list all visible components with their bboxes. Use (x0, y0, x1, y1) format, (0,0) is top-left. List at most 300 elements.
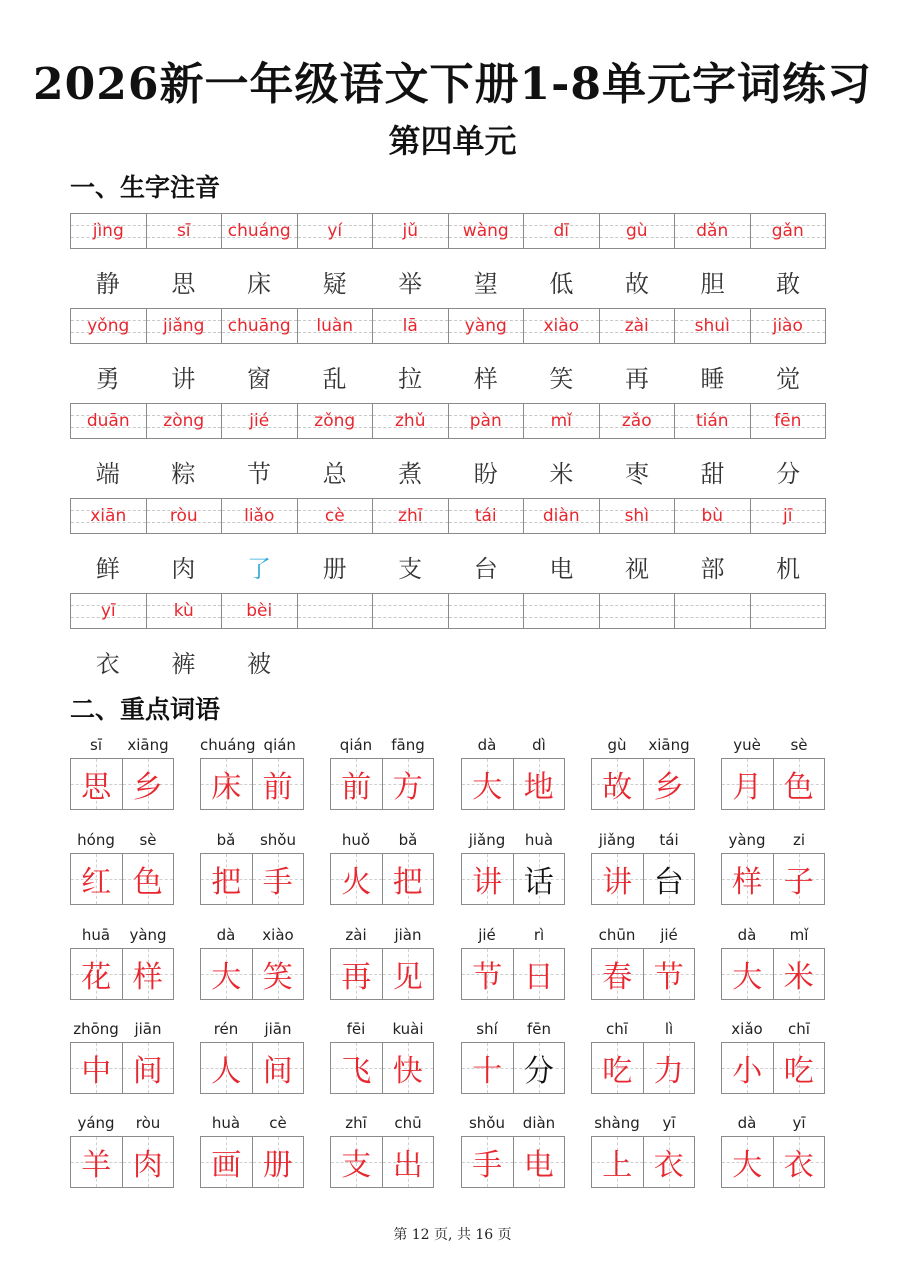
word-character: 方 (392, 770, 423, 805)
pinyin-cell (524, 309, 600, 343)
word-character-box (774, 949, 825, 999)
word-character-box (253, 854, 304, 904)
word-pinyin-syllable: dà (477, 736, 497, 754)
word-item (461, 1114, 565, 1188)
word-character: 小 (732, 1054, 763, 1089)
word-character: 前 (262, 770, 293, 805)
pinyin-text: shuì (694, 316, 730, 336)
word-pinyin (461, 831, 565, 853)
pinyin-text: yàng (464, 316, 507, 336)
word-item (330, 736, 434, 810)
pinyin-cell (751, 404, 826, 438)
pinyin-text: tái (474, 506, 497, 526)
word-item (591, 736, 695, 810)
character-cell: 盼 (473, 459, 498, 488)
character-cell: 煮 (398, 459, 423, 488)
word-pinyin-syllable: bǎ (398, 831, 418, 849)
pinyin-cell (222, 499, 298, 533)
word-character: 人 (211, 1054, 242, 1089)
word-character-box (722, 759, 774, 809)
word-pinyin-syllable: chī (788, 1020, 810, 1038)
word-pinyin-syllable: fāng (391, 736, 425, 754)
word-pinyin (200, 926, 304, 948)
word-pinyin-syllable: sè (790, 736, 808, 754)
pinyin-cell (298, 499, 374, 533)
word-pinyin-syllable: rén (213, 1020, 239, 1038)
word-character: 册 (262, 1148, 293, 1183)
word-pinyin-syllable: jiǎng (468, 831, 506, 849)
pinyin-cell (524, 594, 600, 628)
unit-subtitle: 第四单元 (388, 122, 517, 160)
word-pinyin-syllable: chūn (598, 926, 636, 944)
character-cell (372, 641, 448, 681)
word-character: 色 (132, 865, 163, 900)
character-cell: 望 (473, 269, 498, 298)
word-character: 讲 (472, 865, 503, 900)
word-item (70, 1020, 174, 1094)
word-pinyin (200, 736, 304, 758)
word-grid (721, 758, 825, 810)
character-cell: 肉 (171, 554, 196, 583)
word-grid (461, 948, 565, 1000)
word-item (721, 1020, 825, 1094)
pinyin-text: ròu (169, 506, 198, 526)
word-pinyin-syllable: gù (607, 736, 627, 754)
word-item (70, 926, 174, 1000)
character-cell (297, 641, 373, 681)
word-pinyin-syllable: huà (524, 831, 554, 849)
character-row (70, 451, 826, 491)
character-cell: 床 (246, 269, 271, 298)
pinyin-text: yī (100, 601, 116, 621)
word-item (330, 1020, 434, 1094)
page-title: 2026新一年级语文下册1-8单元字词练习 (33, 59, 872, 110)
word-grid (721, 948, 825, 1000)
word-pinyin (70, 831, 174, 853)
word-grid (330, 948, 434, 1000)
word-character-box (71, 1043, 123, 1093)
pinyin-cell (449, 594, 525, 628)
word-character: 样 (732, 865, 763, 900)
word-pinyin-syllable: mǐ (789, 926, 809, 944)
word-item (721, 1114, 825, 1188)
word-character-box (331, 854, 383, 904)
character-cell: 了 (246, 554, 271, 583)
word-item (330, 926, 434, 1000)
word-pinyin-syllable: jiàn (394, 926, 422, 944)
pinyin-cell (71, 404, 147, 438)
word-character-box (514, 1137, 565, 1187)
word-character: 把 (211, 865, 242, 900)
word-character-box (253, 949, 304, 999)
pinyin-cell (675, 594, 751, 628)
word-pinyin-syllable: rì (533, 926, 545, 944)
pinyin-text: zài (624, 316, 649, 336)
pinyin-text: gù (625, 221, 648, 241)
word-grid (330, 1136, 434, 1188)
word-item (200, 926, 304, 1000)
pinyin-text: jié (249, 411, 270, 431)
section-heading-phonetics: 一、生字注音 (70, 173, 221, 202)
pinyin-cell (222, 214, 298, 248)
word-character-box (253, 759, 304, 809)
pinyin-cell (147, 214, 223, 248)
character-row (70, 641, 826, 681)
pinyin-text: wàng (462, 221, 509, 241)
pinyin-cell (71, 309, 147, 343)
word-pinyin-syllable: zài (345, 926, 367, 944)
word-grid (721, 853, 825, 905)
pinyin-cell (147, 594, 223, 628)
word-character: 月 (732, 770, 763, 805)
word-pinyin (330, 926, 434, 948)
word-pinyin (200, 831, 304, 853)
word-character-box (71, 1137, 123, 1187)
word-character-box (722, 949, 774, 999)
word-character: 讲 (602, 865, 633, 900)
character-cell (675, 641, 751, 681)
pinyin-cell (524, 214, 600, 248)
word-pinyin-syllable: lì (664, 1020, 674, 1038)
character-cell: 电 (549, 554, 574, 583)
word-item (461, 831, 565, 905)
pinyin-text: liǎo (244, 506, 275, 526)
word-character-box (592, 759, 644, 809)
word-character-box (514, 759, 565, 809)
word-character: 前 (341, 770, 372, 805)
word-character: 思 (81, 770, 112, 805)
word-character-box (644, 759, 695, 809)
character-cell: 分 (776, 459, 801, 488)
character-cell: 胆 (700, 269, 725, 298)
character-row (70, 546, 826, 586)
character-cell: 静 (95, 269, 120, 298)
word-character-box (123, 1043, 174, 1093)
character-cell: 讲 (171, 364, 196, 393)
word-character-box (253, 1043, 304, 1093)
word-character: 大 (732, 1148, 763, 1183)
character-cell: 疑 (322, 269, 347, 298)
pinyin-text: dī (553, 221, 569, 241)
pinyin-cell (751, 499, 826, 533)
pinyin-cell (524, 404, 600, 438)
pinyin-cell (449, 214, 525, 248)
pinyin-text: lā (402, 316, 418, 336)
word-character: 支 (341, 1148, 372, 1183)
pinyin-text: shì (624, 506, 649, 526)
pinyin-text: zǎo (621, 411, 652, 431)
pinyin-text: pàn (469, 411, 502, 431)
character-cell: 低 (549, 269, 574, 298)
pinyin-text: sī (176, 221, 191, 241)
character-cell: 裤 (171, 649, 196, 678)
word-character: 再 (341, 960, 372, 995)
word-pinyin-syllable: jiān (264, 1020, 292, 1038)
character-cell: 端 (95, 459, 120, 488)
pinyin-cell (373, 214, 449, 248)
character-cell: 鲜 (95, 554, 120, 583)
character-cell: 衣 (95, 649, 120, 678)
word-character: 吃 (783, 1054, 814, 1089)
word-character-box (462, 949, 514, 999)
word-character: 乡 (132, 770, 163, 805)
word-pinyin (721, 926, 825, 948)
word-character-box (774, 759, 825, 809)
pinyin-text: jī (783, 506, 793, 526)
pinyin-cell (147, 309, 223, 343)
pinyin-text: bèi (246, 601, 273, 621)
word-character-box (644, 854, 695, 904)
character-cell: 勇 (95, 364, 120, 393)
pinyin-cell (675, 404, 751, 438)
pinyin-cell (751, 594, 826, 628)
word-pinyin-syllable: zhī (345, 1114, 367, 1132)
word-character-box (201, 854, 253, 904)
word-grid (70, 1042, 174, 1094)
word-character: 台 (653, 865, 684, 900)
word-pinyin-syllable: chī (606, 1020, 628, 1038)
pinyin-cell (751, 309, 826, 343)
word-pinyin-syllable: sī (90, 736, 102, 754)
word-character: 花 (81, 960, 112, 995)
word-pinyin (200, 1114, 304, 1136)
pinyin-cell (222, 404, 298, 438)
pinyin-text: bù (701, 506, 724, 526)
word-pinyin-syllable: yàng (728, 831, 766, 849)
character-cell: 机 (776, 554, 801, 583)
pinyin-cell (298, 404, 374, 438)
pinyin-cell (449, 404, 525, 438)
word-item (330, 1114, 434, 1188)
word-pinyin (70, 736, 174, 758)
word-pinyin-syllable: xiāng (127, 736, 169, 754)
pinyin-cell (600, 594, 676, 628)
word-character: 出 (392, 1148, 423, 1183)
word-pinyin (330, 1114, 434, 1136)
pinyin-cell (600, 499, 676, 533)
word-grid (200, 853, 304, 905)
word-grid (591, 948, 695, 1000)
word-character-box (722, 854, 774, 904)
word-pinyin-syllable: zhōng (73, 1020, 119, 1038)
word-pinyin (721, 1114, 825, 1136)
word-character: 电 (523, 1148, 554, 1183)
word-character-box (123, 854, 174, 904)
word-grid (70, 758, 174, 810)
word-pinyin-syllable: yàng (129, 926, 167, 944)
pinyin-text: chuāng (227, 316, 291, 336)
word-item (461, 1020, 565, 1094)
word-pinyin-syllable: dì (532, 736, 546, 754)
word-item (591, 926, 695, 1000)
pinyin-text: gǎn (771, 221, 804, 241)
word-character: 红 (81, 865, 112, 900)
pinyin-text: jǔ (402, 221, 418, 241)
character-cell: 思 (171, 269, 196, 298)
word-character-box (592, 949, 644, 999)
word-character-box (123, 949, 174, 999)
word-character: 手 (262, 865, 293, 900)
word-character-box (514, 1043, 565, 1093)
word-pinyin-syllable: dà (737, 926, 757, 944)
word-pinyin-syllable: ròu (135, 1114, 161, 1132)
word-grid (330, 1042, 434, 1094)
word-character-box (462, 1043, 514, 1093)
word-character: 话 (523, 865, 554, 900)
word-item (70, 736, 174, 810)
word-pinyin-syllable: xiào (262, 926, 294, 944)
pinyin-text: xiān (90, 506, 127, 526)
word-pinyin-syllable: xiāng (648, 736, 690, 754)
word-pinyin (70, 926, 174, 948)
word-character-box (592, 854, 644, 904)
word-character-box (644, 949, 695, 999)
word-grid (200, 1042, 304, 1094)
word-grid (461, 1136, 565, 1188)
word-pinyin-syllable: yī (662, 1114, 676, 1132)
word-character: 把 (392, 865, 423, 900)
word-character: 地 (523, 770, 554, 805)
character-cell: 米 (549, 459, 574, 488)
word-item (591, 831, 695, 905)
word-character-box (71, 759, 123, 809)
word-character: 床 (211, 770, 242, 805)
word-pinyin-syllable: jié (660, 926, 678, 944)
character-cell: 敢 (776, 269, 801, 298)
word-grid (461, 758, 565, 810)
page-footer: 第 12 页, 共 16 页 (393, 1227, 512, 1243)
pinyin-cell (71, 499, 147, 533)
pinyin-cell (373, 594, 449, 628)
character-cell: 节 (246, 459, 271, 488)
pinyin-cell (71, 594, 147, 628)
word-character: 米 (783, 960, 814, 995)
character-cell: 枣 (624, 459, 649, 488)
word-character: 火 (341, 865, 372, 900)
word-item (461, 926, 565, 1000)
word-character-box (331, 949, 383, 999)
character-cell (448, 641, 524, 681)
word-pinyin (461, 1114, 565, 1136)
word-pinyin-syllable: qián (263, 736, 296, 754)
word-pinyin-syllable: shí (476, 1020, 498, 1038)
character-cell: 部 (700, 554, 725, 583)
word-pinyin-syllable: hóng (77, 831, 115, 849)
word-character: 中 (81, 1054, 112, 1089)
pinyin-text: jiǎng (163, 316, 205, 336)
word-pinyin (591, 736, 695, 758)
word-pinyin (721, 831, 825, 853)
character-cell: 册 (322, 554, 347, 583)
word-pinyin-syllable: huà (211, 1114, 241, 1132)
word-character-box (722, 1043, 774, 1093)
word-character: 间 (262, 1054, 293, 1089)
word-character-box (331, 759, 383, 809)
word-item (330, 831, 434, 905)
word-character: 衣 (783, 1148, 814, 1183)
pinyin-cell (222, 594, 298, 628)
word-character-box (201, 1043, 253, 1093)
word-grid (330, 758, 434, 810)
word-pinyin-syllable: chū (394, 1114, 422, 1132)
word-character-box (774, 1137, 825, 1187)
word-item (721, 926, 825, 1000)
word-pinyin-syllable: huā (81, 926, 111, 944)
pinyin-cell (298, 594, 374, 628)
word-grid (330, 853, 434, 905)
word-item (591, 1114, 695, 1188)
character-cell (599, 641, 675, 681)
pinyin-cell (147, 404, 223, 438)
word-character: 肉 (132, 1148, 163, 1183)
word-grid (721, 1042, 825, 1094)
character-cell: 觉 (776, 364, 801, 393)
pinyin-cell (675, 499, 751, 533)
character-cell (524, 641, 600, 681)
pinyin-cell (373, 309, 449, 343)
word-character-box (644, 1043, 695, 1093)
word-pinyin-syllable: yáng (77, 1114, 115, 1132)
word-grid (591, 1042, 695, 1094)
pinyin-text: zhī (398, 506, 423, 526)
word-pinyin (721, 736, 825, 758)
pinyin-cell (524, 499, 600, 533)
word-pinyin-syllable: xiǎo (731, 1020, 763, 1038)
pinyin-text: duān (86, 411, 130, 431)
pinyin-cell (373, 404, 449, 438)
word-pinyin-syllable: jiān (134, 1020, 162, 1038)
pinyin-cell (600, 309, 676, 343)
word-character: 节 (653, 960, 684, 995)
word-pinyin-syllable: bǎ (216, 831, 236, 849)
word-character: 故 (602, 770, 633, 805)
word-character: 上 (602, 1148, 633, 1183)
word-pinyin-syllable: sè (139, 831, 157, 849)
word-character-box (201, 949, 253, 999)
word-pinyin (461, 736, 565, 758)
section-heading-words: 二、重点词语 (70, 695, 221, 724)
word-grid (591, 758, 695, 810)
word-pinyin-syllable: shǒu (468, 1114, 505, 1132)
pinyin-cell (298, 309, 374, 343)
character-cell: 总 (322, 459, 347, 488)
word-pinyin (200, 1020, 304, 1042)
pinyin-cell (751, 214, 826, 248)
pinyin-text: xiào (543, 316, 580, 336)
word-pinyin-syllable: cè (269, 1114, 287, 1132)
pinyin-cell (675, 309, 751, 343)
word-character-box (514, 854, 565, 904)
character-cell: 被 (246, 649, 271, 678)
word-character: 节 (472, 960, 503, 995)
word-character-box (383, 854, 434, 904)
pinyin-text: mǐ (550, 411, 572, 431)
word-grid (591, 853, 695, 905)
word-character: 色 (783, 770, 814, 805)
pinyin-cell (600, 214, 676, 248)
word-character: 飞 (341, 1054, 372, 1089)
word-grid (70, 948, 174, 1000)
word-character-box (201, 1137, 253, 1187)
word-pinyin (461, 926, 565, 948)
character-cell: 台 (473, 554, 498, 583)
word-pinyin-syllable: diàn (522, 1114, 556, 1132)
word-pinyin-syllable: huǒ (341, 831, 371, 849)
word-character-box (722, 1137, 774, 1187)
word-character: 十 (472, 1054, 503, 1089)
word-character: 见 (392, 960, 423, 995)
word-character-box (71, 854, 123, 904)
